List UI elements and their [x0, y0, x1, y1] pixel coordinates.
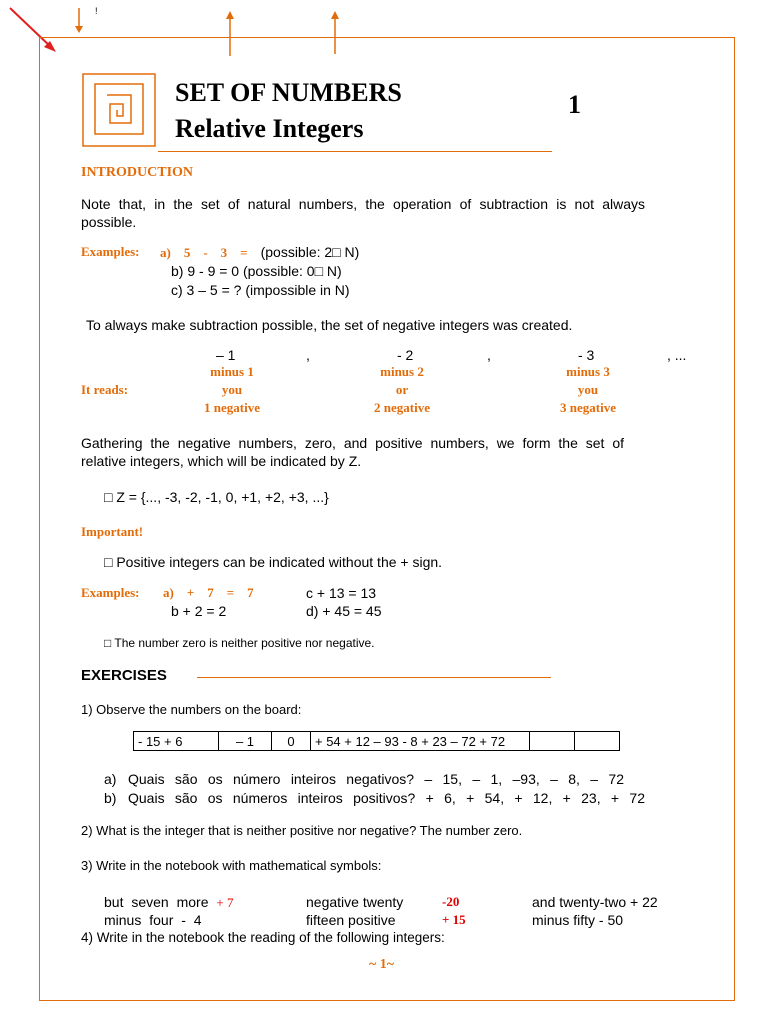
gathering-line2: relative integers, which will be indicated by Z.: [81, 453, 362, 469]
exercise-1a: Quais são os número inteiros negativos? – 15, – 1, –93, – 8, – 72: [128, 771, 624, 787]
exercise-1b-label: b): [104, 790, 117, 806]
set-z-definition: □ Z = {..., -3, -2, -1, 0, +1, +2, +3, ...}: [104, 489, 329, 505]
reading-column-3: [548, 363, 628, 417]
page-title: SET OF NUMBERS: [175, 78, 402, 107]
exercise-2: 2) What is the integer that is neither positive nor negative? The number zero.: [81, 823, 523, 838]
number-board: [133, 731, 620, 751]
intro-heading: INTRODUCTION: [81, 165, 194, 180]
reading-2-line-1: minus 2: [380, 364, 424, 379]
negative-minus-3: - 3: [578, 347, 595, 363]
exercise-1-question: 1) Observe the numbers on the board:: [81, 702, 302, 717]
board-cell: – 1: [219, 732, 272, 751]
reading-2-line-2: or: [395, 382, 409, 397]
gathering-line1: Gathering the negative numbers, zero, and positive numbers, we form the set of: [81, 435, 624, 451]
exercise-1a-label: a): [104, 771, 117, 787]
page-border: [39, 37, 735, 1001]
comma-2: ,: [487, 347, 491, 363]
ex3-r1c2-answer: -20: [442, 894, 460, 909]
intro-paragraph-2: To always make subtraction possible, the set of negative integers was created.: [86, 317, 573, 333]
ex3-r1c3: and twenty-two + 22: [532, 894, 658, 910]
important-example-c: c + 13 = 13: [306, 585, 377, 601]
ex3-r1c1-answer: + 7: [216, 895, 234, 910]
exercise-3: 3) Write in the notebook with mathematical symbols:: [81, 858, 382, 873]
top-mark: !: [95, 6, 98, 16]
ellipsis: , ...: [667, 347, 687, 363]
negative-minus-2: - 2: [397, 347, 414, 363]
reading-1-line-2: you: [221, 382, 243, 397]
intro-paragraph-line2: possible.: [81, 214, 137, 230]
example-a: [160, 243, 359, 262]
important-note-2: □ The number zero is neither positive nor negative.: [104, 636, 375, 650]
important-heading: Important!: [81, 524, 144, 539]
example-a-result: (possible: 2□ N): [260, 244, 360, 260]
spiral-logo-icon: [82, 73, 156, 147]
reading-3-line-1: minus 3: [566, 364, 610, 379]
important-example-a: a) + 7 = 7: [163, 585, 254, 600]
ex3-r1c1-text: but seven more: [104, 894, 209, 910]
exercises-rule: [197, 677, 551, 678]
negative-minus-1: – 1: [216, 347, 236, 363]
board-cell: [530, 732, 575, 751]
example-b: b) 9 - 9 = 0 (possible: 0□ N): [171, 263, 342, 279]
board-cell: 0: [272, 732, 311, 751]
reading-2-line-3: 2 negative: [374, 400, 430, 415]
comma-1: ,: [306, 347, 310, 363]
important-note-1: □ Positive integers can be indicated without the + sign.: [104, 554, 443, 570]
exercise-4: 4) Write in the notebook the reading of the following integers:: [81, 930, 445, 945]
reading-1-line-1: minus 1: [210, 364, 254, 379]
example-a-expression: a) 5 - 3 =: [160, 245, 261, 260]
ex3-r1c2: negative twenty: [306, 894, 404, 910]
examples-label: Examples:: [81, 244, 140, 259]
example-c: c) 3 – 5 = ? (impossible in N): [171, 282, 350, 298]
intro-paragraph-line1: Note that, in the set of natural numbers, the operation of subtraction is not always: [81, 196, 645, 212]
reading-1-line-3: 1 negative: [204, 400, 260, 415]
reading-column-1: [192, 363, 272, 417]
page-number: ~ 1~: [369, 957, 395, 972]
exercise-1b: Quais são os números inteiros positivos? + 6, + 54, + 12, + 23, + 72: [128, 790, 645, 806]
reading-3-line-3: 3 negative: [560, 400, 616, 415]
it-reads-label: It reads:: [81, 382, 129, 397]
ex3-r2c3: minus fifty - 50: [532, 912, 624, 928]
board-cell: - 15 + 6: [134, 732, 219, 751]
ex3-r1c1: [104, 893, 233, 912]
ex3-r2c2: fifteen positive: [306, 912, 396, 928]
header-rule: [158, 151, 552, 152]
important-example-d: d) + 45 = 45: [306, 603, 382, 619]
reading-3-line-2: you: [577, 382, 599, 397]
reading-column-2: [362, 363, 442, 417]
page-subtitle: Relative Integers: [175, 114, 364, 143]
ex3-r2c1: minus four - 4: [104, 912, 202, 928]
ex3-r2c2-answer: + 15: [442, 912, 466, 927]
important-examples-label: Examples:: [81, 585, 140, 600]
exercises-heading: EXERCISES: [81, 667, 167, 684]
important-example-b: b + 2 = 2: [171, 603, 227, 619]
board-cell: [575, 732, 620, 751]
chapter-number: 1: [568, 90, 581, 119]
board-cell: + 54 + 12 – 93 - 8 + 23 – 72 + 72: [311, 732, 530, 751]
